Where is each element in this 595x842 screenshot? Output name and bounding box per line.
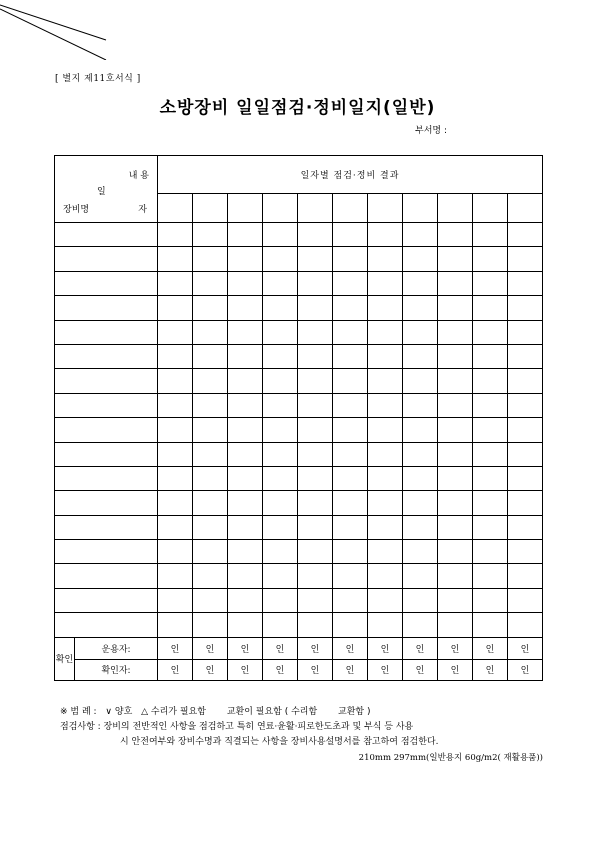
result-cell[interactable]: [473, 247, 508, 271]
result-cell[interactable]: [368, 393, 403, 417]
result-cell[interactable]: [438, 442, 473, 466]
result-cell[interactable]: [438, 588, 473, 612]
result-cell[interactable]: [298, 320, 333, 344]
result-cell[interactable]: [508, 320, 543, 344]
result-cell[interactable]: [158, 369, 193, 393]
checker-sign-cell[interactable]: 인: [228, 659, 263, 680]
result-cell[interactable]: [158, 540, 193, 564]
result-cell[interactable]: [403, 393, 438, 417]
result-cell[interactable]: [158, 344, 193, 368]
result-cell[interactable]: [298, 588, 333, 612]
equipment-name-cell[interactable]: [55, 369, 158, 393]
equipment-name-cell[interactable]: [55, 271, 158, 295]
result-cell[interactable]: [403, 223, 438, 247]
equipment-row: [55, 271, 543, 295]
result-cell[interactable]: [263, 588, 298, 612]
result-cell[interactable]: [438, 247, 473, 271]
equipment-name-cell[interactable]: [55, 247, 158, 271]
result-cell[interactable]: [263, 320, 298, 344]
result-cell[interactable]: [508, 271, 543, 295]
equipment-row: [55, 442, 543, 466]
result-cell[interactable]: [333, 247, 368, 271]
operator-sign-cell[interactable]: 인: [263, 637, 298, 659]
result-cell[interactable]: [438, 540, 473, 564]
checker-sign-cell[interactable]: 인: [333, 659, 368, 680]
legend-replaced: 교환함 ): [338, 707, 371, 717]
result-cell[interactable]: [298, 296, 333, 320]
equipment-name-cell[interactable]: [55, 296, 158, 320]
operator-sign-cell[interactable]: 인: [193, 637, 228, 659]
result-cell[interactable]: [228, 466, 263, 490]
corner-day-label: 일: [97, 187, 106, 197]
result-cell[interactable]: [158, 515, 193, 539]
result-cell[interactable]: [193, 418, 228, 442]
equipment-row: [55, 588, 543, 612]
result-cell[interactable]: [193, 515, 228, 539]
legend-label: ※ 범 례 :: [60, 707, 97, 717]
equipment-row: [55, 369, 543, 393]
result-cell[interactable]: [263, 466, 298, 490]
result-cell[interactable]: [158, 247, 193, 271]
result-cell[interactable]: [368, 296, 403, 320]
result-cell[interactable]: [473, 588, 508, 612]
result-cell[interactable]: [263, 369, 298, 393]
result-cell[interactable]: [508, 296, 543, 320]
operator-sign-cell[interactable]: 인: [333, 637, 368, 659]
result-cell[interactable]: [508, 588, 543, 612]
result-cell[interactable]: [263, 442, 298, 466]
result-cell[interactable]: [403, 491, 438, 515]
equipment-row: [55, 418, 543, 442]
result-cell[interactable]: [368, 223, 403, 247]
result-cell[interactable]: [333, 344, 368, 368]
equipment-name-cell[interactable]: [55, 466, 158, 490]
result-cell[interactable]: [263, 344, 298, 368]
equipment-row: [55, 515, 543, 539]
result-cell[interactable]: [228, 247, 263, 271]
result-cell[interactable]: [403, 247, 438, 271]
result-cell[interactable]: [368, 344, 403, 368]
result-cell[interactable]: [193, 344, 228, 368]
result-cell[interactable]: [438, 344, 473, 368]
equipment-row: [55, 393, 543, 417]
result-cell[interactable]: [158, 271, 193, 295]
equipment-row: [55, 247, 543, 271]
result-cell[interactable]: [368, 271, 403, 295]
result-cell[interactable]: [263, 296, 298, 320]
result-cell[interactable]: [368, 564, 403, 588]
result-cell[interactable]: [193, 540, 228, 564]
result-cell[interactable]: [403, 588, 438, 612]
result-cell[interactable]: [508, 393, 543, 417]
equipment-name-cell[interactable]: [55, 515, 158, 539]
result-cell[interactable]: [508, 442, 543, 466]
equipment-row: [55, 296, 543, 320]
result-cell[interactable]: [333, 393, 368, 417]
result-cell[interactable]: [333, 588, 368, 612]
result-cell[interactable]: [193, 369, 228, 393]
result-cell[interactable]: [508, 418, 543, 442]
result-cell[interactable]: [438, 320, 473, 344]
legend-good: ∨ 양호: [105, 707, 133, 717]
equipment-name-cell[interactable]: [55, 588, 158, 612]
result-cell[interactable]: [438, 418, 473, 442]
result-cell[interactable]: [333, 466, 368, 490]
result-cell[interactable]: [263, 418, 298, 442]
date-cell[interactable]: [508, 194, 543, 223]
equipment-name-cell[interactable]: [55, 491, 158, 515]
result-cell[interactable]: [438, 613, 473, 637]
result-cell[interactable]: [368, 540, 403, 564]
result-cell[interactable]: [158, 223, 193, 247]
result-cell[interactable]: [193, 564, 228, 588]
date-cell[interactable]: [333, 194, 368, 223]
equipment-name-cell[interactable]: [55, 564, 158, 588]
result-cell[interactable]: [403, 296, 438, 320]
result-cell[interactable]: [473, 491, 508, 515]
result-cell[interactable]: [228, 296, 263, 320]
result-cell[interactable]: [438, 491, 473, 515]
checker-sign-cell[interactable]: 인: [193, 659, 228, 680]
result-cell[interactable]: [298, 247, 333, 271]
result-cell[interactable]: [473, 442, 508, 466]
inspection-notes: [60, 720, 439, 750]
equipment-row: [55, 540, 543, 564]
date-cell[interactable]: [158, 194, 193, 223]
result-cell[interactable]: [368, 320, 403, 344]
notes-line-2: 시 안전여부와 장비수명과 직결되는 사항을 장비사용설명서를 참고하여 점검한다.: [120, 737, 439, 747]
result-cell[interactable]: [298, 418, 333, 442]
result-cell[interactable]: [368, 466, 403, 490]
result-cell[interactable]: [333, 515, 368, 539]
result-cell[interactable]: [473, 466, 508, 490]
result-cell[interactable]: [228, 442, 263, 466]
result-cell[interactable]: [368, 247, 403, 271]
result-cell[interactable]: [508, 540, 543, 564]
equipment-row: [55, 320, 543, 344]
result-cell[interactable]: [263, 564, 298, 588]
form-number: [ 별지 제11호서식 ]: [55, 74, 141, 84]
result-cell[interactable]: [403, 466, 438, 490]
operator-label: 운용자:: [75, 637, 158, 659]
result-cell[interactable]: [368, 613, 403, 637]
result-cell[interactable]: [473, 515, 508, 539]
result-cell[interactable]: [403, 564, 438, 588]
inspection-log-table: [54, 155, 543, 681]
result-cell[interactable]: [228, 223, 263, 247]
corner-equipment-label: 장비명: [63, 205, 90, 215]
result-cell[interactable]: [333, 296, 368, 320]
operator-sign-cell[interactable]: 인: [438, 637, 473, 659]
result-cell[interactable]: [298, 613, 333, 637]
result-cell[interactable]: [473, 296, 508, 320]
operator-sign-cell[interactable]: 인: [298, 637, 333, 659]
result-cell[interactable]: [228, 320, 263, 344]
operator-sign-cell[interactable]: 인: [508, 637, 543, 659]
result-cell[interactable]: [228, 515, 263, 539]
result-cell[interactable]: [403, 613, 438, 637]
result-cell[interactable]: [298, 369, 333, 393]
result-cell[interactable]: [158, 466, 193, 490]
corner-ja-label: 자: [138, 205, 147, 215]
result-cell[interactable]: [508, 564, 543, 588]
result-cell[interactable]: [228, 344, 263, 368]
result-cell[interactable]: [193, 223, 228, 247]
result-cell[interactable]: [263, 515, 298, 539]
result-cell[interactable]: [333, 369, 368, 393]
result-cell[interactable]: [158, 491, 193, 515]
result-cell[interactable]: [298, 564, 333, 588]
equipment-name-cell[interactable]: [55, 393, 158, 417]
result-cell[interactable]: [158, 442, 193, 466]
result-cell[interactable]: [193, 613, 228, 637]
result-cell[interactable]: [438, 369, 473, 393]
result-cell[interactable]: [403, 515, 438, 539]
result-cell[interactable]: [508, 491, 543, 515]
result-cell[interactable]: [228, 540, 263, 564]
result-cell[interactable]: [403, 442, 438, 466]
result-cell[interactable]: [438, 564, 473, 588]
result-cell[interactable]: [263, 613, 298, 637]
result-cell[interactable]: [368, 588, 403, 612]
result-cell[interactable]: [263, 491, 298, 515]
result-cell[interactable]: [193, 491, 228, 515]
date-cell[interactable]: [193, 194, 228, 223]
legend: [60, 704, 377, 717]
legend-repair: △ 수리가 필요함: [141, 707, 206, 717]
result-cell[interactable]: [333, 223, 368, 247]
result-cell[interactable]: [298, 344, 333, 368]
checker-sign-cell[interactable]: 인: [438, 659, 473, 680]
result-cell[interactable]: [193, 466, 228, 490]
equipment-row: [55, 344, 543, 368]
date-cell[interactable]: [403, 194, 438, 223]
result-cell[interactable]: [158, 320, 193, 344]
result-cell[interactable]: [438, 393, 473, 417]
equipment-row: [55, 223, 543, 247]
result-cell[interactable]: [368, 369, 403, 393]
result-cell[interactable]: [473, 369, 508, 393]
result-cell[interactable]: [333, 320, 368, 344]
result-cell[interactable]: [403, 418, 438, 442]
operator-sign-cell[interactable]: 인: [158, 637, 193, 659]
equipment-row: [55, 466, 543, 490]
result-cell[interactable]: [438, 515, 473, 539]
department-label: 부서명 :: [415, 126, 447, 136]
result-cell[interactable]: [263, 271, 298, 295]
result-cell[interactable]: [473, 223, 508, 247]
checker-sign-cell[interactable]: 인: [263, 659, 298, 680]
operator-sign-cell[interactable]: 인: [368, 637, 403, 659]
result-cell[interactable]: [228, 491, 263, 515]
equipment-name-cell[interactable]: [55, 540, 158, 564]
checker-sign-cell[interactable]: 인: [368, 659, 403, 680]
date-cell[interactable]: [438, 194, 473, 223]
result-cell[interactable]: [298, 515, 333, 539]
result-cell[interactable]: [193, 296, 228, 320]
result-cell[interactable]: [403, 320, 438, 344]
equipment-name-cell[interactable]: [55, 442, 158, 466]
operator-sign-cell[interactable]: 인: [228, 637, 263, 659]
checker-sign-cell[interactable]: 인: [403, 659, 438, 680]
equipment-name-cell[interactable]: [55, 320, 158, 344]
result-cell[interactable]: [158, 613, 193, 637]
result-cell[interactable]: [508, 466, 543, 490]
result-cell[interactable]: [228, 369, 263, 393]
equipment-name-cell[interactable]: [55, 418, 158, 442]
equipment-row: [55, 491, 543, 515]
result-cell[interactable]: [228, 271, 263, 295]
checker-label: 확인자:: [75, 659, 158, 680]
result-cell[interactable]: [403, 369, 438, 393]
result-cell[interactable]: [438, 296, 473, 320]
result-cell[interactable]: [193, 588, 228, 612]
equipment-row: [55, 613, 543, 637]
result-cell[interactable]: [298, 442, 333, 466]
result-cell[interactable]: [333, 540, 368, 564]
date-cell[interactable]: [228, 194, 263, 223]
result-cell[interactable]: [263, 393, 298, 417]
result-cell[interactable]: [473, 320, 508, 344]
result-cell[interactable]: [228, 588, 263, 612]
result-cell[interactable]: [508, 247, 543, 271]
result-cell[interactable]: [298, 271, 333, 295]
result-cell[interactable]: [403, 540, 438, 564]
result-cell[interactable]: [368, 491, 403, 515]
result-cell[interactable]: [333, 564, 368, 588]
result-cell[interactable]: [298, 223, 333, 247]
result-cell[interactable]: [473, 344, 508, 368]
result-cell[interactable]: [508, 223, 543, 247]
result-cell[interactable]: [263, 540, 298, 564]
result-cell[interactable]: [333, 418, 368, 442]
header-corner-cell: [55, 156, 158, 223]
result-cell[interactable]: [473, 418, 508, 442]
result-cell[interactable]: [333, 613, 368, 637]
result-cell[interactable]: [263, 247, 298, 271]
result-cell[interactable]: [298, 491, 333, 515]
page-title: 소방장비 일일점검·정비일지(일반): [159, 98, 436, 118]
date-cell[interactable]: [368, 194, 403, 223]
result-cell[interactable]: [508, 613, 543, 637]
result-cell[interactable]: [473, 564, 508, 588]
result-cell[interactable]: [333, 271, 368, 295]
corner-decoration: [0, 0, 120, 60]
result-cell[interactable]: [228, 613, 263, 637]
checker-sign-cell[interactable]: 인: [298, 659, 333, 680]
result-cell[interactable]: [473, 613, 508, 637]
operator-sign-cell[interactable]: 인: [473, 637, 508, 659]
paper-spec: 210mm 297mm(일반용지 60g/m2( 재활용품)): [358, 753, 543, 763]
result-cell[interactable]: [158, 564, 193, 588]
result-cell[interactable]: [438, 466, 473, 490]
corner-content-label: 내 용: [128, 171, 149, 181]
result-cell[interactable]: [368, 515, 403, 539]
result-cell[interactable]: [298, 540, 333, 564]
result-cell[interactable]: [333, 442, 368, 466]
result-cell[interactable]: [158, 393, 193, 417]
notes-line-1: 점검사항 : 장비의 전반적인 사항을 점검하고 특히 연료·윤활·피로한도초과 및 부식 등 사용: [60, 722, 414, 732]
operator-sign-cell[interactable]: 인: [403, 637, 438, 659]
date-cell[interactable]: [298, 194, 333, 223]
result-cell[interactable]: [193, 271, 228, 295]
checker-sign-cell[interactable]: 인: [508, 659, 543, 680]
date-cell[interactable]: [473, 194, 508, 223]
result-cell[interactable]: [298, 393, 333, 417]
result-cell[interactable]: [438, 223, 473, 247]
result-cell[interactable]: [403, 344, 438, 368]
result-cell[interactable]: [473, 393, 508, 417]
result-cell[interactable]: [228, 418, 263, 442]
result-cell[interactable]: [438, 271, 473, 295]
result-cell[interactable]: [263, 223, 298, 247]
result-cell[interactable]: [228, 564, 263, 588]
equipment-name-cell[interactable]: [55, 613, 158, 637]
equipment-name-cell[interactable]: [55, 223, 158, 247]
confirm-label: 확인: [55, 637, 75, 680]
result-cell[interactable]: [298, 466, 333, 490]
result-cell[interactable]: [473, 271, 508, 295]
result-cell[interactable]: [368, 418, 403, 442]
result-cell[interactable]: [508, 344, 543, 368]
result-cell[interactable]: [158, 418, 193, 442]
checker-sign-cell[interactable]: 인: [158, 659, 193, 680]
result-cell[interactable]: [403, 271, 438, 295]
result-cell[interactable]: [333, 491, 368, 515]
result-cell[interactable]: [473, 540, 508, 564]
result-cell[interactable]: [193, 247, 228, 271]
result-cell[interactable]: [508, 515, 543, 539]
result-cell[interactable]: [193, 442, 228, 466]
legend-replace: 교환이 필요함 ( 수리함: [226, 707, 318, 717]
equipment-row: [55, 564, 543, 588]
results-header: 일자별 점검·정비 결과: [158, 156, 543, 194]
result-cell[interactable]: [158, 588, 193, 612]
checker-sign-cell[interactable]: 인: [473, 659, 508, 680]
result-cell[interactable]: [158, 296, 193, 320]
result-cell[interactable]: [228, 393, 263, 417]
result-cell[interactable]: [193, 393, 228, 417]
result-cell[interactable]: [508, 369, 543, 393]
date-cell[interactable]: [263, 194, 298, 223]
result-cell[interactable]: [368, 442, 403, 466]
equipment-name-cell[interactable]: [55, 344, 158, 368]
result-cell[interactable]: [193, 320, 228, 344]
